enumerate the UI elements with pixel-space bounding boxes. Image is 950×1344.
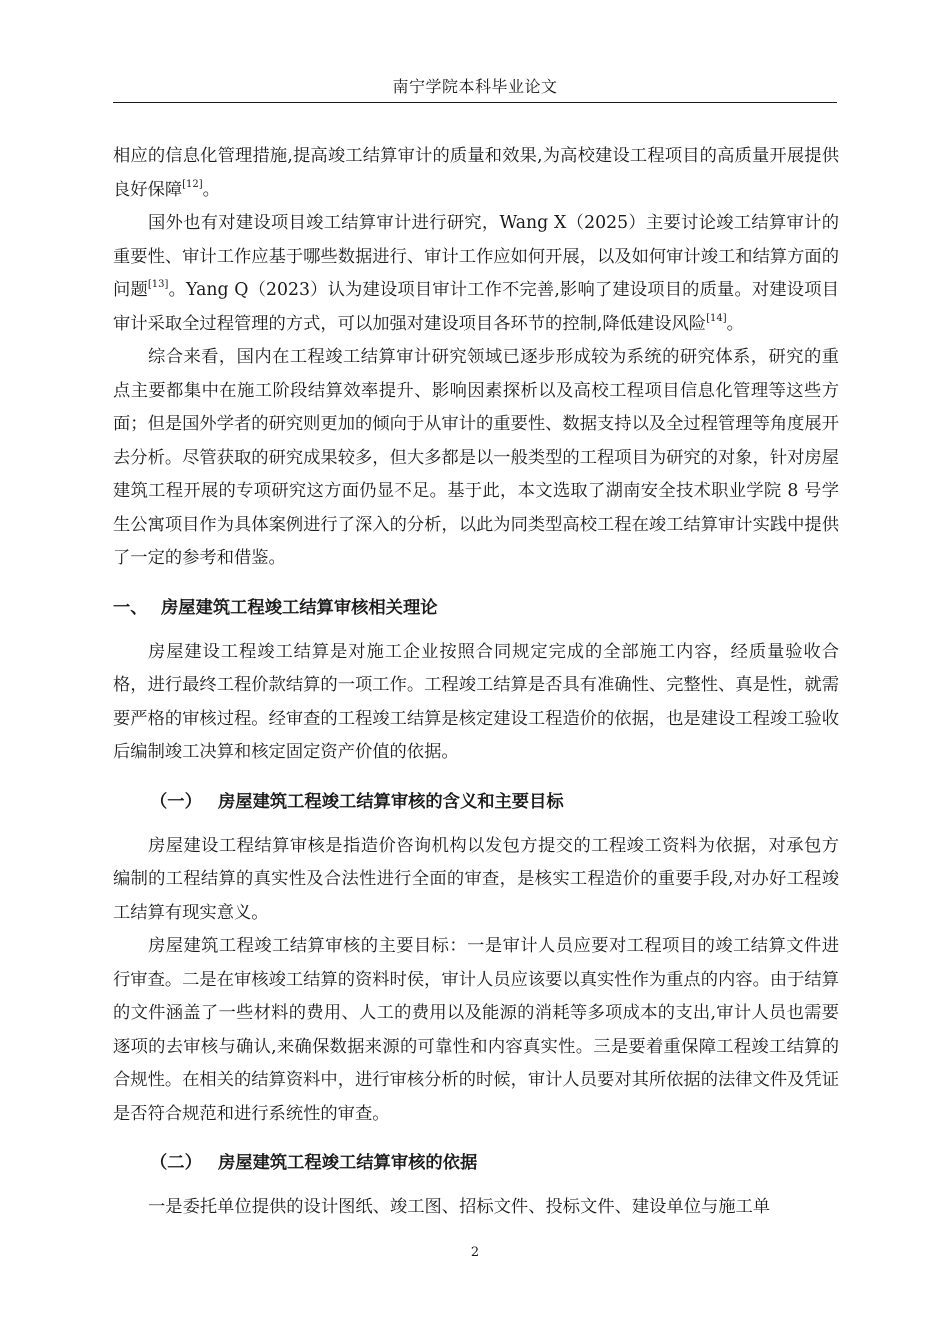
paragraph-objectives: 房屋建筑工程竣工结算审核的主要目标：一是审计人员应要对工程项目的竣工结算文件进行审查。二是在审核竣工结算的资料时侯，审计人员应该要以真实性作为重点的内容。由于结算的文件涵盖了一些材料的费用、人工的费用以及能源的消耗等多项成本的支出,审计人员也需要逐项的去审核与确认,来确保数据来源的可靠性和内容真实性。三是要着重保障工程竣工结算的合规性。在相关的结算资料中，进行审核分析的时候，审计人员要对其所依据的法律文件及凭证是否符合规范和进行系统性的审查。 [113, 936, 839, 1124]
citation: [13] [147, 279, 169, 290]
paragraph-basis: 一是委托单位提供的设计图纸、竣工图、招标文件、投标文件、建设单位与施工单 [148, 1197, 771, 1217]
page-header: 南宁学院本科毕业论文 [392, 77, 558, 96]
page-number: 2 [470, 1245, 480, 1260]
paragraph-text: 相应的信息化管理措施,提高竣工结算审计的质量和效果,为高校建设工程项目的高质量开展提供良好保障 [113, 146, 839, 200]
subsection-number: （二） [150, 1153, 202, 1173]
document-body [113, 140, 839, 1225]
subsection-title: 房屋建筑工程竣工结算审核的依据 [218, 1153, 478, 1173]
paragraph-summary: 综合来看，国内在工程竣工结算审计研究领域已逐步形成较为系统的研究体系，研究的重点主要都集中在施工阶段结算效率提升、影响因素探析以及高校工程项目信息化管理等这些方面；但是国外学者的研究则更加的倾向于从审计的重要性、数据支持以及全过程管理等角度展开去分析。尽管获取的研究成果较多，但大多都是以一般类型的工程项目为研究的对象，针对房屋建筑工程开展的专项研究这方面仍显不足。基于此，本文选取了湖南安全技术职业学院 8 号学生公寓项目作为具体案例进行了深入的分析，以此为同类型高校工程在竣工结算审计实践中提供了一定的参考和借鉴。 [113, 347, 839, 568]
subsection-number: （一） [150, 791, 202, 812]
paragraph-text: 。Yang Q（2023）认为建设项目审计工作不完善,影响了建设项目的质量。对建设项目审计采取全过程管理的方式，可以加强对建设项目各环节的控制,降低建设风险 [113, 280, 839, 334]
paragraph-tail: 。 [202, 179, 220, 200]
citation: [14] [706, 312, 727, 324]
paragraph-foreign-research [113, 207, 839, 341]
paragraph-theory: 房屋建设工程竣工结算是对施工企业按照合同规定完成的全部施工内容，经质量验收合格，进行最终工程价款结算的一项工作。工程竣工结算是否具有准确性、完整性、真是性，就需要严格的审核过程。经审查的工程竣工结算是核定建设工程造价的依据，也是建设工程竣工验收后编制竣工决算和核定固定资产价值的依据。 [113, 641, 839, 762]
citation: [12] [182, 178, 203, 190]
section-number: 一、 [113, 597, 148, 618]
subsection-heading [113, 787, 839, 817]
paragraph-definition: 房屋建设工程结算审核是指造价咨询机构以发包方提交的工程竣工资料为依据，对承包方编制的工程结算的真实性及合法性进行全面的审查，是核实工程造价的重要手段,对办好工程竣工结算有现实意义。 [113, 835, 839, 923]
paragraph-text: 国外也有对建设项目竣工结算审计进行研究，Wang X（2025）主要讨论竣工结算审计的重要性、审计工作应基于哪些数据进行、审计工作应如何开展，以及如何审计竣工和结算方面的问题 [113, 213, 839, 300]
section-title: 房屋建筑工程竣工结算审核相关理论 [161, 597, 438, 618]
subsection-title: 房屋建筑工程竣工结算审核的含义和主要目标 [218, 791, 564, 812]
subsection-heading [113, 1148, 839, 1178]
section-heading [113, 593, 839, 623]
paragraph-continued [113, 140, 839, 207]
header-divider [113, 102, 837, 103]
paragraph-tail: 。 [726, 313, 744, 334]
